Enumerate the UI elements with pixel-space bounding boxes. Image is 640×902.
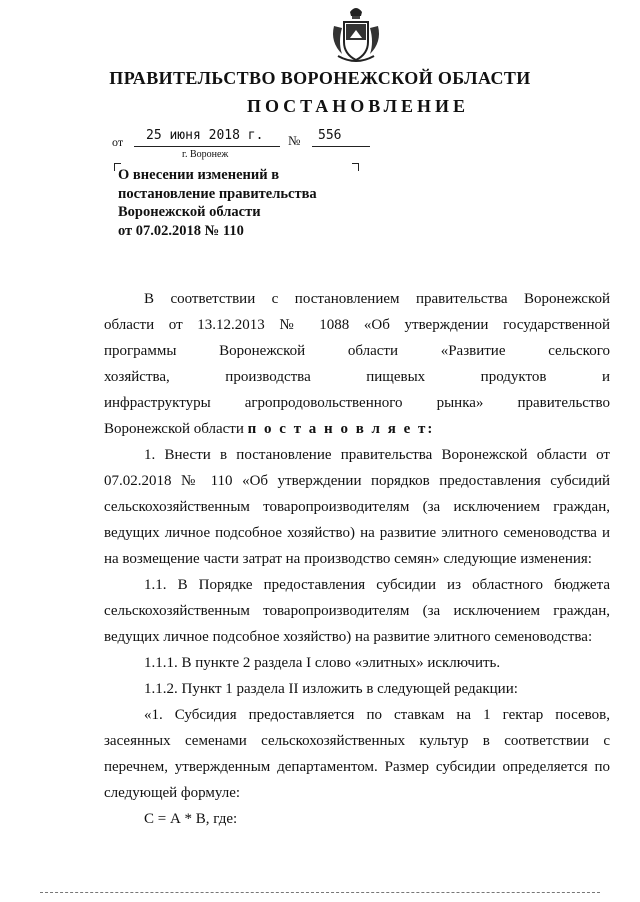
body-line: на возмещение части затрат на производство семян» следующие изменения: [104,551,592,567]
body-line: инфраструктуры агропродовольственного рынка» правительство [104,395,610,411]
document-type: ПОСТАНОВЛЕНИЕ [246,96,470,116]
body-line: 1.1.1. В пункте 2 раздела I слово «элитных» исключить. [144,655,501,671]
body-line: «1. Субсидия предоставляется по ставкам на 1 гектар посевов, [144,707,610,723]
date-prefix: от [112,135,124,149]
document-number: 556 [312,128,370,147]
body-line: программы Воронежской области «Развитие сельского [104,343,610,359]
city-label: г. Воронеж [182,149,229,160]
body-line: сельскохозяйственным товаропроизводителям (за исключением граждан, [104,603,610,619]
body-line: ведущих личное подсобное хозяйство) на развитие элитного семеноводства: [104,629,593,645]
document-subject [118,166,317,240]
number-label: № [288,133,301,148]
date-number-line [112,128,372,150]
coat-of-arms-icon [328,4,384,66]
body-line: 07.02.2018 № 110 «Об утверждении порядков предоставления субсидий [104,473,610,489]
body-line: В соответствии с постановлением правительства Воронежской [144,291,610,307]
body-line: 1.1. В Порядке предоставления субсидии из областного бюджета [144,577,610,593]
document-date: 25 июня 2018 г. [134,128,280,147]
body-line: хозяйства, производства пищевых продуктов и [104,369,610,385]
body-line: ведущих личное подсобное хозяйство) на развитие элитного семеноводства и [104,525,610,541]
body-line: сельскохозяйственным товаропроизводителям (за исключением граждан, [104,499,610,515]
body-line: области от 13.12.2013 № 1088 «Об утверждении государственной [104,317,610,333]
subject-line: постановление правительства [118,185,317,202]
bracket-top-right [352,163,359,171]
formula-line: С = А * В, где: [144,811,238,827]
body-line: 1.1.2. Пункт 1 раздела II изложить в следующей редакции: [144,681,518,697]
body-line: перечнем, утвержденным департаментом. Размер субсидии определяется по [104,759,610,775]
body-line: 1. Внести в постановление правительства Воронежской области от [144,447,610,463]
body-line: засеянных семенами сельскохозяйственных культур в соответствии с [104,733,610,749]
organization-title: ПРАВИТЕЛЬСТВО ВОРОНЕЖСКОЙ ОБЛАСТИ [109,68,531,88]
resolution-word: п о с т а н о в л я е т: [247,421,435,437]
page-edge-line [40,892,600,893]
body-text: Воронежской области [104,421,248,437]
document-body [104,286,610,832]
body-line: следующей формуле: [104,785,241,801]
subject-line: Воронежской области [118,204,261,220]
subject-line: О внесении изменений в [118,167,280,183]
subject-line: от 07.02.2018 № 110 [118,222,244,239]
body-line [104,416,610,442]
